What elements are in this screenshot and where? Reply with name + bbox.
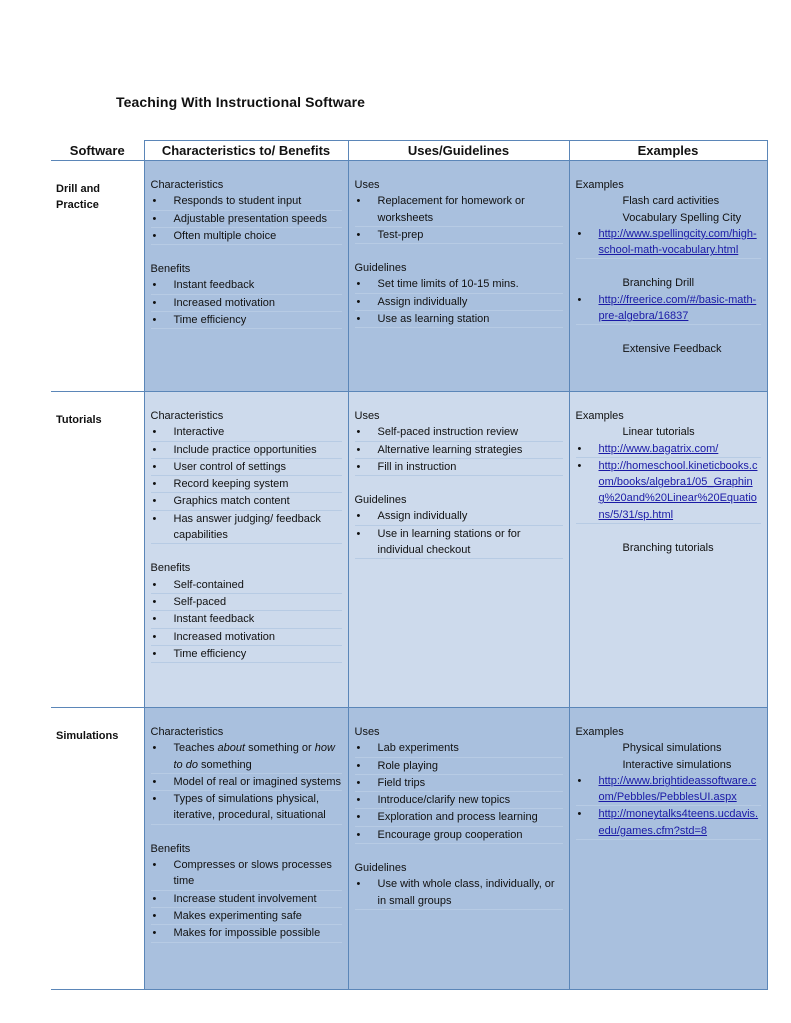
list-item: • Self-paced instruction review <box>355 424 563 441</box>
list-item: • Interactive <box>151 424 342 441</box>
uses-cell <box>348 392 569 708</box>
list-item: • Test-prep <box>355 227 563 244</box>
list-item <box>576 458 761 524</box>
list-item: • Time efficiency <box>151 646 342 663</box>
table-row <box>51 392 767 708</box>
text-fragment: something <box>197 758 252 771</box>
list-item <box>576 773 761 807</box>
example-heading: Physical simulations <box>622 742 722 755</box>
examples-list <box>576 773 761 840</box>
list-item: • Time efficiency <box>151 312 342 329</box>
list-item: • Assign individually <box>355 294 563 311</box>
list-item: • Lab experiments <box>355 740 563 757</box>
guidelines-label: Guidelines <box>354 262 407 275</box>
example-heading: Linear tutorials <box>622 426 695 439</box>
table-row <box>51 708 767 990</box>
header-row <box>51 141 767 161</box>
characteristics-list <box>151 740 342 824</box>
guidelines-list <box>355 508 563 559</box>
header-examples: Examples <box>569 141 767 161</box>
list-item: • Use with whole class, individually, or in small groups <box>355 876 563 910</box>
software-name-cell <box>51 392 144 708</box>
uses-cell <box>348 161 569 392</box>
list-item: • Use in learning stations or for individual checkout <box>355 526 563 560</box>
list-item: • Increased motivation <box>151 295 342 312</box>
list-item: • Makes for impossible possible <box>151 925 342 942</box>
characteristics-list <box>151 193 342 245</box>
header-characteristics: Characteristics to/ Benefits <box>144 141 348 161</box>
list-item: • Makes experimenting safe <box>151 908 342 925</box>
benefits-label: Benefits <box>150 562 191 575</box>
examples-cell <box>569 161 767 392</box>
example-heading: Branching Drill <box>622 277 695 290</box>
text-fragment: something or <box>245 742 315 755</box>
list-item: • Introduce/clarify new topics <box>355 792 563 809</box>
table-row <box>51 161 767 392</box>
guidelines-label: Guidelines <box>354 494 407 507</box>
list-item: • Graphics match content <box>151 493 342 510</box>
uses-label: Uses <box>354 410 380 422</box>
list-item: • Role playing <box>355 758 563 775</box>
list-item: • Set time limits of 10-15 mins. <box>355 276 563 293</box>
example-link[interactable]: http://homeschool.kineticbooks.com/books/algebra1/05_Graphing%20and%20Linear%20Equations/5/31/sp.html <box>598 459 758 521</box>
example-heading: Interactive simulations <box>622 758 732 771</box>
list-item: • Increase student involvement <box>151 891 342 908</box>
examples-label: Examples <box>575 410 624 422</box>
list-item: • Exploration and process learning <box>355 809 563 826</box>
list-item: • Model of real or imagined systems <box>151 774 342 791</box>
list-item: • Has answer judging/ feedback capabilities <box>151 511 342 545</box>
list-item: • Replacement for homework or worksheets <box>355 193 563 227</box>
list-item: • Include practice opportunities <box>151 442 342 459</box>
characteristics-label: Characteristics <box>150 410 224 422</box>
examples-label: Examples <box>575 179 624 191</box>
software-name-cell <box>51 161 144 392</box>
characteristics-label: Characteristics <box>150 179 224 191</box>
uses-label: Uses <box>354 726 380 738</box>
software-name-line: Tutorials <box>56 414 102 426</box>
list-item: • Compresses or slows processes time <box>151 857 342 891</box>
list-item: • Self-contained <box>151 577 342 594</box>
benefits-label: Benefits <box>150 842 191 855</box>
uses-cell <box>348 708 569 990</box>
characteristics-cell <box>144 392 348 708</box>
uses-list <box>355 740 563 844</box>
list-item: • Record keeping system <box>151 476 342 493</box>
example-heading: Branching tutorials <box>622 542 714 555</box>
example-link[interactable]: http://www.bagatrix.com/ <box>598 442 719 455</box>
example-heading: Flash card activities <box>622 195 720 208</box>
software-name-cell <box>51 708 144 990</box>
uses-list <box>355 424 563 476</box>
examples-cell <box>569 708 767 990</box>
example-link[interactable]: http://moneytalks4teens.ucdavis.edu/games.cfm?std=8 <box>598 808 759 837</box>
characteristics-cell <box>144 708 348 990</box>
list-item: • Often multiple choice <box>151 228 342 245</box>
list-item: • Adjustable presentation speeds <box>151 211 342 228</box>
list-item <box>576 806 761 840</box>
list-item: • Use as learning station <box>355 311 563 328</box>
guidelines-list <box>355 876 563 910</box>
benefits-list <box>151 277 342 329</box>
characteristics-list <box>151 424 342 544</box>
emphasis-text: about <box>217 742 246 755</box>
list-item: • Responds to student input <box>151 193 342 210</box>
list-item: • Fill in instruction <box>355 459 563 476</box>
emphasis-text: how to do <box>173 742 335 771</box>
example-heading: Vocabulary Spelling City <box>622 211 742 224</box>
benefits-label: Benefits <box>150 263 191 276</box>
list-item: • Instant feedback <box>151 277 342 294</box>
header-uses: Uses/Guidelines <box>348 141 569 161</box>
benefits-list <box>151 577 342 663</box>
uses-list <box>355 193 563 244</box>
guidelines-label: Guidelines <box>354 862 407 875</box>
list-item: • Self-paced <box>151 594 342 611</box>
example-link[interactable]: http://www.spellingcity.com/high-school-math-vocabulary.html <box>598 227 757 257</box>
characteristics-cell <box>144 161 348 392</box>
list-item <box>576 441 761 458</box>
list-item: • Field trips <box>355 775 563 792</box>
software-name-line: Drill and <box>56 183 101 195</box>
examples-cell <box>569 392 767 708</box>
list-item: • User control of settings <box>151 459 342 476</box>
characteristics-label: Characteristics <box>150 726 224 738</box>
examples-list <box>576 226 761 260</box>
benefits-list <box>151 857 342 942</box>
list-item: • Instant feedback <box>151 611 342 628</box>
guidelines-list <box>355 276 563 328</box>
page-title: Teaching With Instructional Software <box>116 94 366 110</box>
list-item <box>576 292 761 326</box>
software-name-line: Practice <box>56 199 99 212</box>
examples-list <box>576 441 761 524</box>
list-item: • Assign individually <box>355 508 563 525</box>
example-heading: Extensive Feedback <box>622 343 722 356</box>
uses-label: Uses <box>354 179 380 191</box>
examples-label: Examples <box>575 726 624 738</box>
instructional-software-table <box>51 140 768 990</box>
list-item: • Alternative learning strategies <box>355 442 563 459</box>
list-item: • Types of simulations physical, iterative, procedural, situational <box>151 791 342 825</box>
example-link[interactable]: http://freerice.com/#/basic-math-pre-algebra/16837 <box>598 293 757 323</box>
list-item <box>151 740 342 774</box>
header-software: Software <box>51 141 144 161</box>
software-name-line: Simulations <box>56 730 119 742</box>
text-fragment: Teaches <box>173 742 218 755</box>
example-link[interactable]: http://www.brightideassoftware.com/Pebbles/PebblesUI.aspx <box>598 774 757 804</box>
list-item: • Encourage group cooperation <box>355 827 563 844</box>
list-item: • Increased motivation <box>151 629 342 646</box>
examples-list <box>576 292 761 326</box>
list-item <box>576 226 761 260</box>
